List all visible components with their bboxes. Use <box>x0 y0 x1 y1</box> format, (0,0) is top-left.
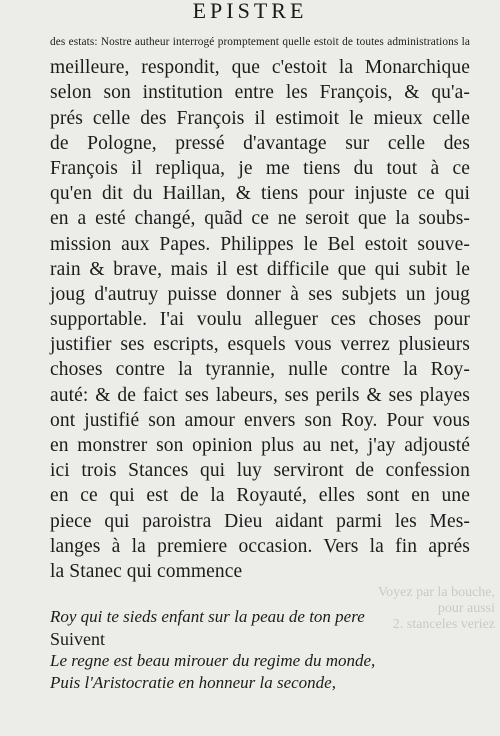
text-line: de Pologne, pressé d'avantage sur celle des <box>50 132 470 154</box>
suivent-label: Suivent <box>50 629 106 649</box>
text-line: en monstrer son opinion plus au net, j'ay adjousté <box>50 435 470 456</box>
text-line: rain & brave, mais il est difficile que qui subit le <box>50 258 470 280</box>
text-line: supportable. I'ai voulu alleguer ces choses pour <box>50 309 470 331</box>
body-text <box>50 30 470 584</box>
bleed-line: pour aussi <box>437 601 495 616</box>
text-line: prés celle des François il estimoit le mieux celle <box>50 107 470 129</box>
text-line: auté: & de faict ses labeurs, ses perils & ses playes <box>50 384 470 406</box>
verse-block <box>50 606 470 694</box>
text-line: langes à la premiere occasion. Vers la fin aprés <box>50 535 470 557</box>
text-line: la Stanec qui commence <box>50 560 243 582</box>
text-line: en ce qui est de la Royauté, elles sont en une <box>50 485 470 507</box>
text-line: qu'en dit du Haillan, & tiens pour injuste ce qui <box>50 183 470 205</box>
text-line: choses contre la tyrannie, nulle contre la Roy- <box>50 359 470 381</box>
text-line: justifier ses escripts, esquels vous verrez plusieurs <box>50 334 470 356</box>
text-line: mission aux Papes. Philippes le Bel estoit souve- <box>50 233 470 255</box>
text-line: François il repliqua, je me tiens du tout à ce <box>50 157 470 179</box>
text-line: ici trois Stances qui luy serviront de confession <box>50 460 470 482</box>
running-head: EPISTRE <box>192 0 308 22</box>
text-line: en a esté changé, quãd ce ne seroit que la soubs- <box>50 208 470 230</box>
text-line: selon son institution entre les François, & qu'a- <box>50 82 470 104</box>
bleed-line: Voyez par la bouche, <box>377 585 495 600</box>
bleed-line: 2. stanceles veriez <box>392 617 495 632</box>
stanza-line: Puis l'Aristocratie en honneur la seconde, <box>50 673 336 692</box>
text-line: joug d'autruy puisse donner à ses subjets un joug <box>50 283 470 305</box>
quoted-verse: Roy qui te sieds enfant sur la peau de ton pere <box>50 607 365 626</box>
text-line: piece qui paroistra Dieu aidant parmi les Mes- <box>50 510 470 532</box>
text-line: des estats: Nostre autheur interrogé promptement quelle estoit de toutes administrations la <box>50 36 470 48</box>
text-line: meilleure, respondit, que c'estoit la Monarchique <box>50 57 470 79</box>
stanza-line: Le regne est beau mirouer du regime du monde, <box>50 651 376 670</box>
text-line: ont justifié son amour envers son Roy. Pour vous <box>50 409 470 431</box>
